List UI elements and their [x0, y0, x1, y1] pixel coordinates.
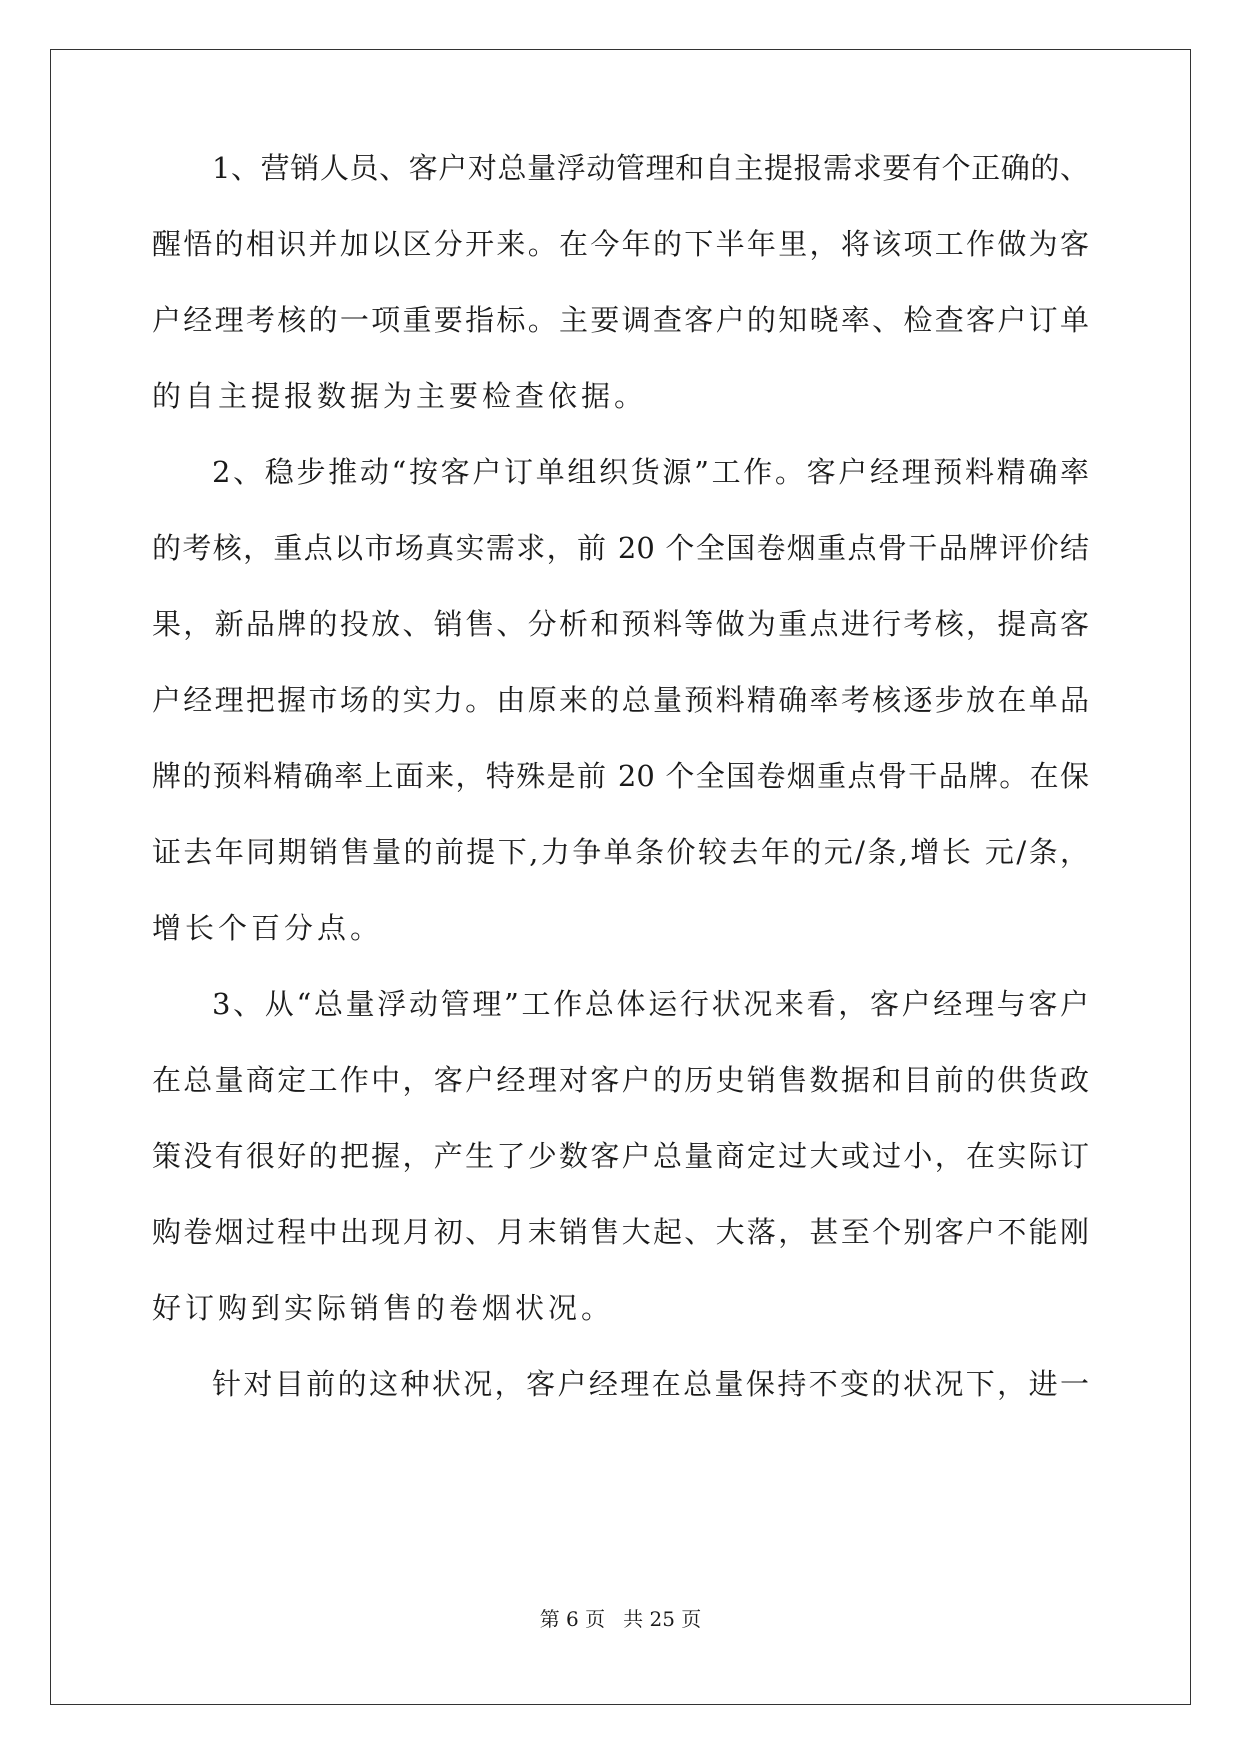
- page-footer: [0, 1605, 1241, 1633]
- paragraph-2-line-4: 户经理把握市场的实力。由原来的总量预料精确率考核逐步放在单品: [152, 683, 1089, 717]
- paragraph-1-line-3: 户经理考核的一项重要指标。主要调查客户的知晓率、检查客户订单: [152, 303, 1089, 337]
- page-total: 共 25 页: [623, 1607, 702, 1631]
- paragraph-3-line-2: 在总量商定工作中，客户经理对客户的历史销售数据和目前的供货政: [152, 1063, 1089, 1097]
- paragraph-1-line-4: 的自主提报数据为主要检查依据。: [152, 379, 648, 413]
- paragraph-2-line-1: 2、稳步推动“按客户订单组织货源”工作。客户经理预料精确率: [212, 455, 1089, 489]
- paragraph-3-line-4: 购卷烟过程中出现月初、月末销售大起、大落，甚至个别客户不能刚: [152, 1215, 1089, 1249]
- paragraph-3-line-3: 策没有很好的把握，产生了少数客户总量商定过大或过小，在实际订: [152, 1139, 1089, 1173]
- paragraph-2-line-5: 牌的预料精确率上面来，特殊是前 20 个全国卷烟重点骨干品牌。在保: [152, 759, 1089, 793]
- paragraph-2-line-3: 果，新品牌的投放、销售、分析和预料等做为重点进行考核，提高客: [152, 607, 1089, 641]
- page-number: 第 6 页: [539, 1607, 606, 1631]
- paragraph-2-line-6: 证去年同期销售量的前提下,力争单条价较去年的元/条,增长 元/条，: [152, 835, 1089, 869]
- paragraph-1-line-1: 1、营销人员、客户对总量浮动管理和自主提报需求要有个正确的、: [212, 151, 1089, 185]
- paragraph-4-line-1: 针对目前的这种状况，客户经理在总量保持不变的状况下，进一: [212, 1367, 1089, 1401]
- paragraph-1-line-2: 醒悟的相识并加以区分开来。在今年的下半年里，将该项工作做为客: [152, 227, 1089, 261]
- paragraph-3-line-5: 好订购到实际销售的卷烟状况。: [152, 1291, 615, 1325]
- paragraph-2-line-7: 增长个百分点。: [152, 911, 384, 945]
- page-border: [50, 49, 1191, 1705]
- paragraph-2-line-2: 的考核，重点以市场真实需求，前 20 个全国卷烟重点骨干品牌评价结: [152, 531, 1089, 565]
- paragraph-3-line-1: 3、从“总量浮动管理”工作总体运行状况来看，客户经理与客户: [212, 987, 1089, 1021]
